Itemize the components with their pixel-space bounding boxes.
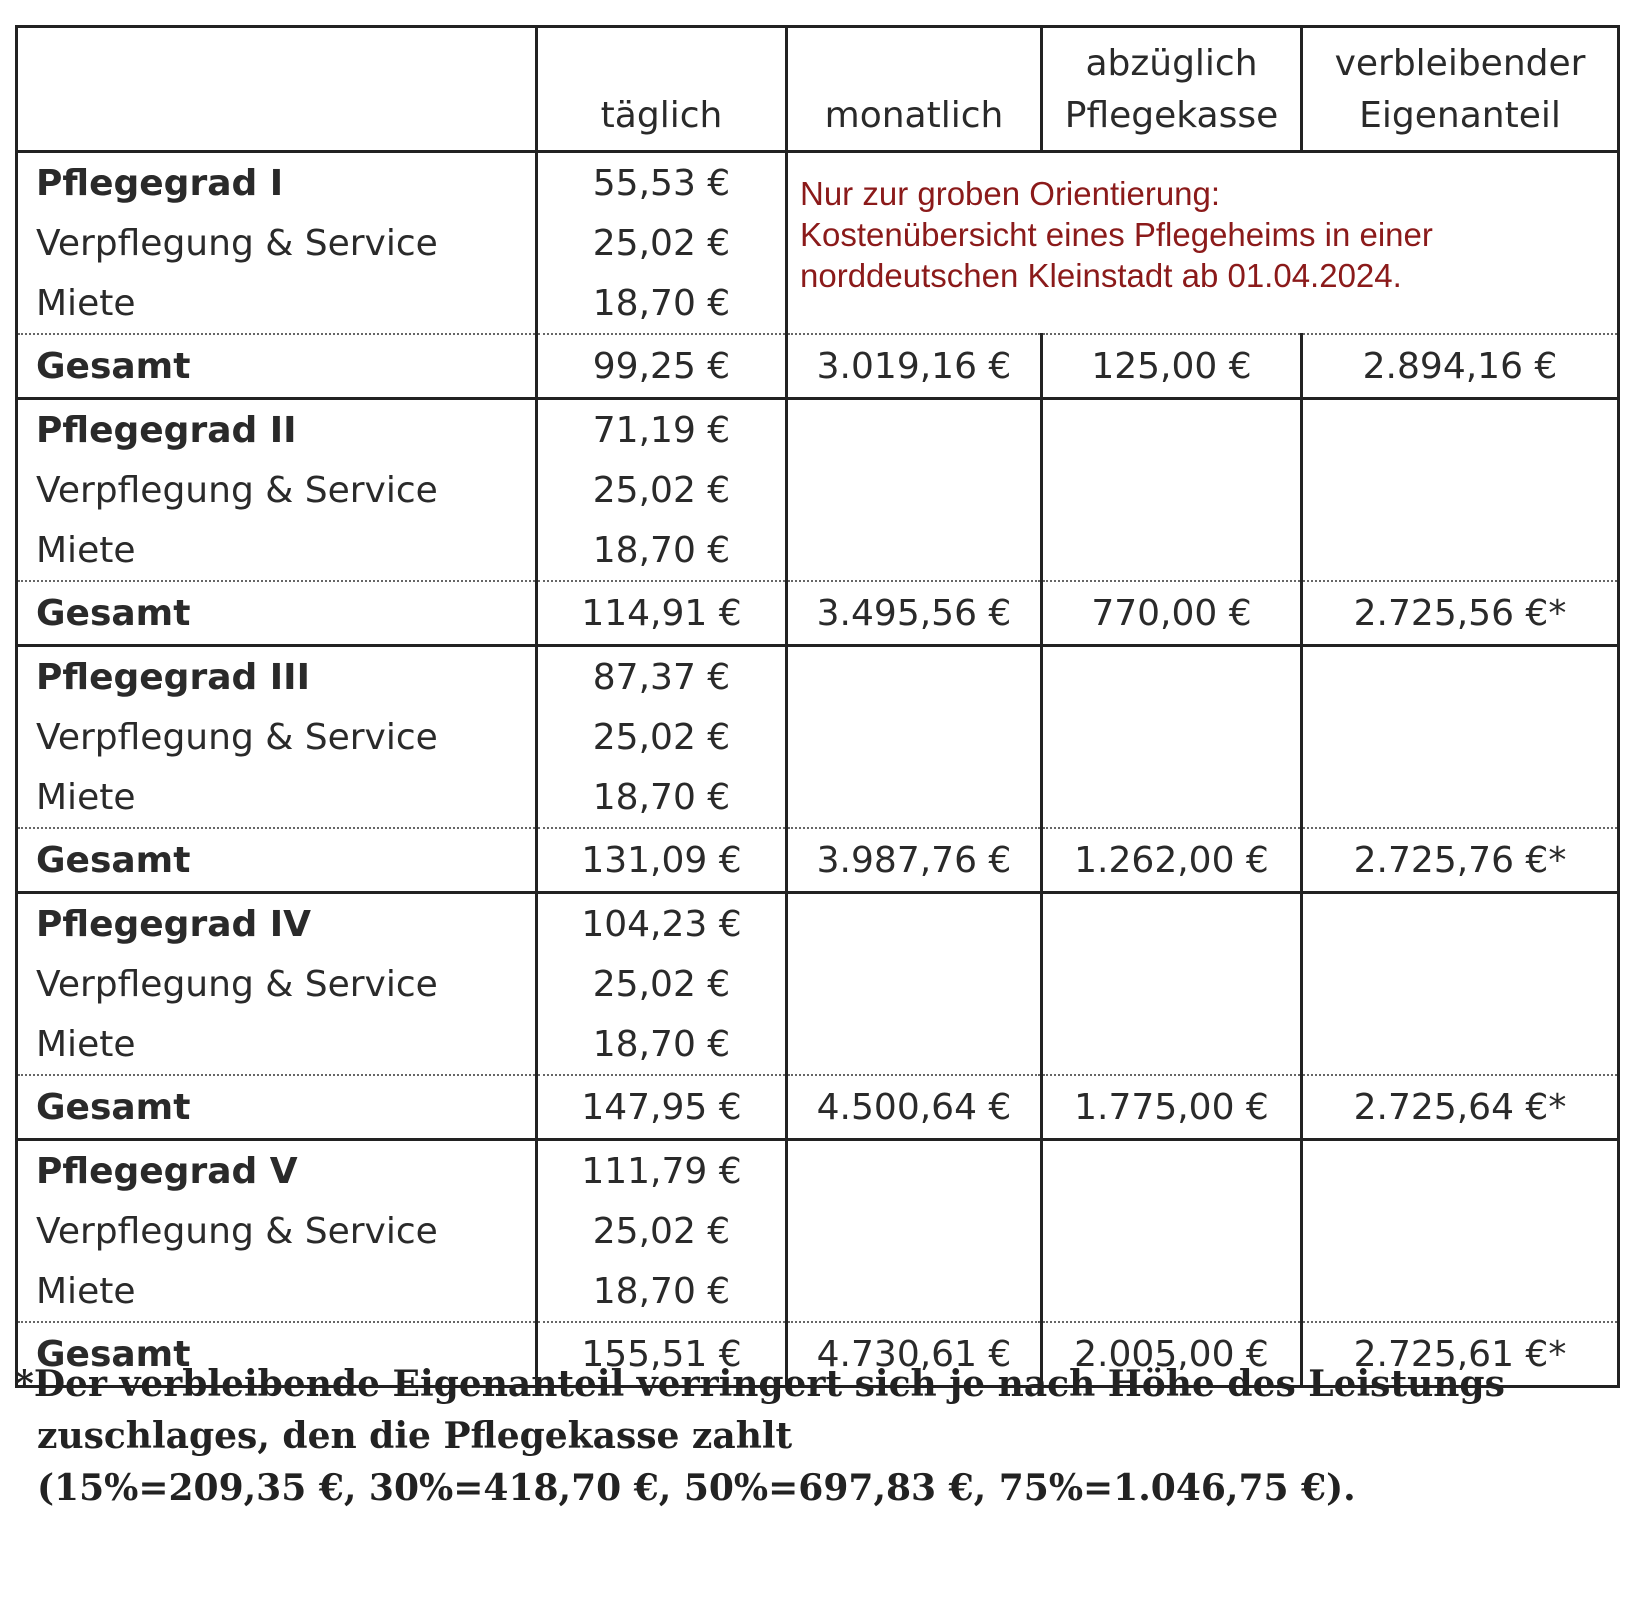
header-remaining: [1302, 27, 1619, 152]
total-row: [17, 828, 1619, 893]
empty-deduction-cell: [1042, 1140, 1302, 1323]
table-header: [17, 27, 1619, 152]
header-remaining-line1: verbleibender: [1334, 43, 1586, 84]
rent-daily-value: 18,70 €: [537, 273, 787, 334]
total-daily-value: 99,25 €: [537, 334, 787, 399]
meal-label: Verpflegung & Service: [17, 460, 537, 520]
deduction-value: 125,00 €: [1042, 334, 1302, 399]
total-daily-value: 114,91 €: [537, 581, 787, 646]
footnote-line1: *Der verbleibende Eigenanteil verringert sich je nach Höhe des Leistungs: [15, 1363, 1505, 1405]
monthly-value: 3.495,56 €: [787, 581, 1042, 646]
footnote-line2: zuschlages, den die Pflegekasse zahlt: [37, 1415, 793, 1457]
total-label: Gesamt: [17, 581, 537, 646]
grade-label: Pflegegrad V: [17, 1140, 537, 1202]
rent-label: Miete: [17, 273, 537, 334]
meal-daily-value: 25,02 €: [537, 954, 787, 1014]
grade-row: [17, 152, 1619, 214]
grade-daily-value: 71,19 €: [537, 399, 787, 461]
deduction-value: 2.005,00 €: [1042, 1322, 1302, 1387]
orientation-note-line3: norddeutschen Kleinstadt ab 01.04.2024.: [800, 257, 1402, 294]
total-label: Gesamt: [17, 334, 537, 399]
grade-row: [17, 893, 1619, 955]
rent-label: Miete: [17, 1014, 537, 1075]
remaining-value: 2.894,16 €: [1302, 334, 1619, 399]
rent-daily-value: 18,70 €: [537, 1261, 787, 1322]
empty-remaining-cell: [1302, 646, 1619, 829]
empty-deduction-cell: [1042, 646, 1302, 829]
total-label: Gesamt: [17, 1075, 537, 1140]
rent-label: Miete: [17, 767, 537, 828]
remaining-value: 2.725,76 €*: [1302, 828, 1619, 893]
header-deduction-line1: abzüglich: [1085, 43, 1258, 84]
rent-daily-value: 18,70 €: [537, 520, 787, 581]
grade-row: [17, 399, 1619, 461]
grade-daily-value: 111,79 €: [537, 1140, 787, 1202]
total-label: Gesamt: [17, 828, 537, 893]
meal-label: Verpflegung & Service: [17, 707, 537, 767]
grade-label: Pflegegrad III: [17, 646, 537, 708]
monthly-value: 4.730,61 €: [787, 1322, 1042, 1387]
grade-daily-value: 104,23 €: [537, 893, 787, 955]
total-daily-value: 131,09 €: [537, 828, 787, 893]
total-row: [17, 581, 1619, 646]
grade-daily-value: 55,53 €: [537, 152, 787, 214]
header-daily: täglich: [537, 27, 787, 152]
header-monthly: monatlich: [787, 27, 1042, 152]
empty-monthly-cell: [787, 1140, 1042, 1323]
meal-label: Verpflegung & Service: [17, 1201, 537, 1261]
header-label-cell: [17, 27, 537, 152]
rent-label: Miete: [17, 1261, 537, 1322]
meal-label: Verpflegung & Service: [17, 954, 537, 1014]
total-label: Gesamt: [17, 1322, 537, 1387]
total-daily-value: 155,51 €: [537, 1322, 787, 1387]
empty-monthly-cell: [787, 399, 1042, 582]
empty-remaining-cell: [1302, 893, 1619, 1076]
header-deduction-line2: Pflegekasse: [1064, 95, 1279, 136]
monthly-value: 4.500,64 €: [787, 1075, 1042, 1140]
meal-daily-value: 25,02 €: [537, 1201, 787, 1261]
deduction-value: 770,00 €: [1042, 581, 1302, 646]
empty-monthly-cell: [787, 893, 1042, 1076]
total-row: [17, 334, 1619, 399]
empty-remaining-cell: [1302, 399, 1619, 582]
orientation-note-line2: Kostenübersicht eines Pflegeheims in einer: [800, 216, 1433, 253]
deduction-value: 1.262,00 €: [1042, 828, 1302, 893]
grade-label: Pflegegrad IV: [17, 893, 537, 955]
grade-label: Pflegegrad II: [17, 399, 537, 461]
empty-monthly-cell: [787, 646, 1042, 829]
header-deduction: [1042, 27, 1302, 152]
rent-daily-value: 18,70 €: [537, 1014, 787, 1075]
rent-daily-value: 18,70 €: [537, 767, 787, 828]
orientation-note-line1: Nur zur groben Orientierung:: [800, 175, 1221, 212]
monthly-value: 3.019,16 €: [787, 334, 1042, 399]
meal-label: Verpflegung & Service: [17, 213, 537, 273]
remaining-value: 2.725,64 €*: [1302, 1075, 1619, 1140]
total-daily-value: 147,95 €: [537, 1075, 787, 1140]
remaining-value: 2.725,56 €*: [1302, 581, 1619, 646]
table-body: [17, 152, 1619, 1387]
header-remaining-line2: Eigenanteil: [1359, 95, 1561, 136]
grade-label: Pflegegrad I: [17, 152, 537, 214]
meal-daily-value: 25,02 €: [537, 707, 787, 767]
monthly-value: 3.987,76 €: [787, 828, 1042, 893]
grade-row: [17, 646, 1619, 708]
grade-daily-value: 87,37 €: [537, 646, 787, 708]
empty-deduction-cell: [1042, 399, 1302, 582]
total-row: [17, 1075, 1619, 1140]
deduction-value: 1.775,00 €: [1042, 1075, 1302, 1140]
footnote-line3: (15%=209,35 €, 30%=418,70 €, 50%=697,83 €, 75%=1.046,75 €).: [37, 1467, 1356, 1509]
cost-table: [15, 25, 1620, 1388]
header-row: [17, 27, 1619, 152]
footnote: [15, 1358, 1615, 1514]
meal-daily-value: 25,02 €: [537, 460, 787, 520]
meal-daily-value: 25,02 €: [537, 213, 787, 273]
remaining-value: 2.725,61 €*: [1302, 1322, 1619, 1387]
empty-deduction-cell: [1042, 893, 1302, 1076]
grade-row: [17, 1140, 1619, 1202]
empty-remaining-cell: [1302, 1140, 1619, 1323]
orientation-note: [787, 152, 1619, 335]
rent-label: Miete: [17, 520, 537, 581]
